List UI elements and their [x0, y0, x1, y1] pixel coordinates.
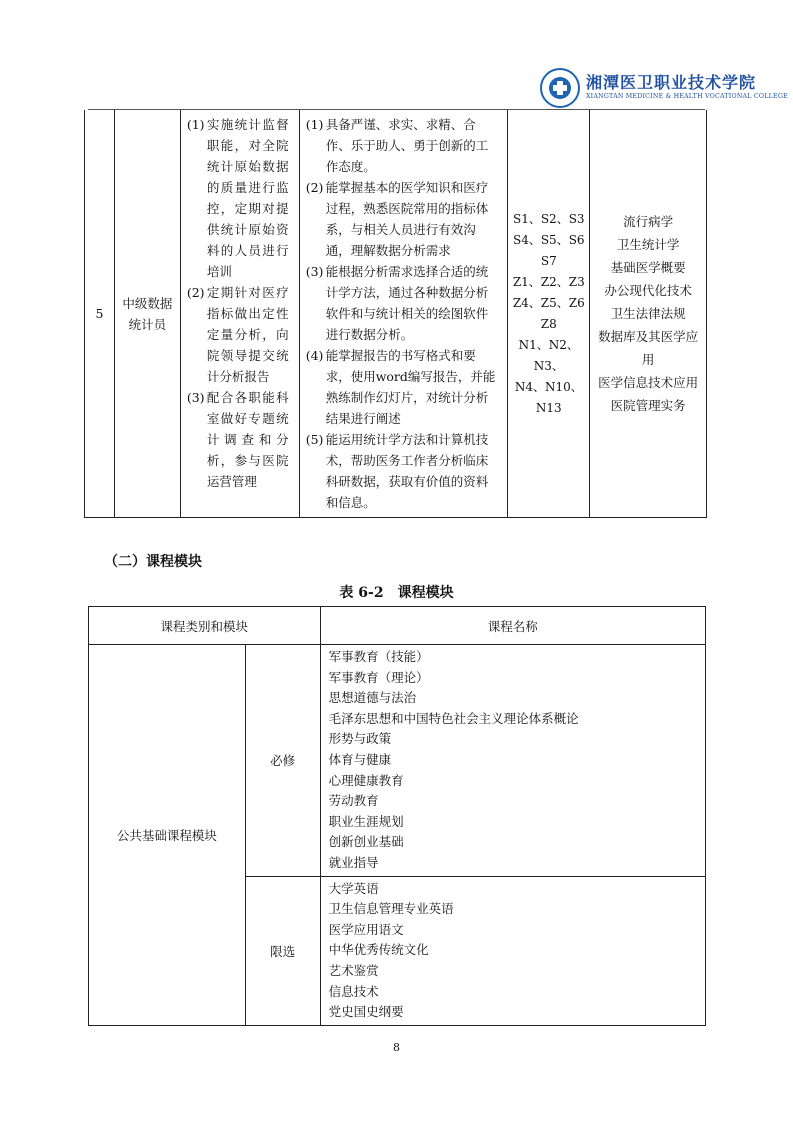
job-duties-cell — [180, 110, 299, 518]
list-item: (5) 能运用统计学方法和计算机技术，帮助医务工作者分析临床科研数据，获取有价值的资料和信息。 — [305, 432, 489, 510]
list-item: 党史国史纲要 — [328, 1004, 404, 1020]
college-name: 湘潭医卫职业技术学院 — [586, 73, 757, 92]
list-item: 毛泽东思想和中国特色社会主义理论体系概论 — [328, 710, 579, 726]
ability-code: S4、S5、S6 — [512, 232, 585, 247]
ability-code: N4、N10、N13 — [514, 379, 583, 415]
list-item: (2) 能掌握基本的医学知识和医疗过程，熟悉医院常用的指标体系，与相关人员进行有效沟通，理解数据分析需求 — [305, 180, 489, 258]
row-number: 5 — [85, 110, 115, 518]
elective-label: 限选 — [245, 876, 320, 1025]
list-item: (3) 配合各职能科室做好专题统计调查和分析，参与医院运营管理 — [186, 390, 289, 489]
table-row — [89, 645, 706, 877]
table-row — [85, 110, 707, 518]
column-header-category: 课程类别和模块 — [89, 607, 321, 645]
list-item: (1) 具备严谨、求实、求精、合作、乐于助人、勇于创新的工作态度。 — [305, 117, 489, 174]
page-number: 8 — [393, 1041, 400, 1054]
job-post: 中级数据统计员 — [114, 110, 180, 518]
section-heading: （二）课程模块 — [104, 554, 202, 570]
list-item: 形势与政策 — [328, 731, 392, 747]
list-item: 军事教育（技能） — [328, 649, 429, 664]
ability-code: N1、N2、N3、 — [518, 337, 579, 373]
ability-code: Z8 — [540, 316, 557, 331]
list-item: 医学应用语文 — [328, 921, 404, 937]
list-item: (1) 实施统计监督职能，对全院统计原始数据的质量进行监控，定期对提供统计原始资料的人员进行培训 — [186, 117, 289, 279]
list-item: 艺术鉴赏 — [328, 962, 379, 978]
list-item: 职业生涯规划 — [328, 813, 404, 829]
course-module-table — [88, 606, 706, 1026]
list-item: 军事教育（理论） — [328, 669, 429, 685]
course-name: 医院管理实务 — [610, 398, 686, 413]
course-name: 基础医学概要 — [610, 260, 686, 275]
list-item: 创新创业基础 — [328, 834, 404, 850]
list-item: 信息技术 — [328, 983, 379, 999]
column-header-name: 课程名称 — [320, 607, 705, 645]
job-ability-table — [84, 110, 707, 518]
list-item: 就业指导 — [328, 854, 379, 870]
list-item: 大学英语 — [328, 880, 379, 896]
list-item: (3) 能根据分析需求选择合适的统计学方法，通过各种数据分析软件和与统计相关的绘图软件进行数据分析。 — [305, 264, 489, 342]
ability-codes-cell — [508, 110, 590, 518]
course-name: 医学信息技术应用 — [598, 375, 699, 390]
table-header-row — [89, 607, 706, 645]
course-name: 用 — [641, 352, 655, 367]
college-emblem-icon — [540, 68, 580, 108]
course-name: 卫生统计学 — [616, 237, 680, 252]
elective-courses — [320, 876, 705, 1025]
abilities-cell — [299, 110, 508, 518]
list-item: (4) 能掌握报告的书写格式和要求，使用word编写报告，并能熟练制作幻灯片，对统计分析结果进行阐述 — [305, 348, 496, 426]
list-item: 中华优秀传统文化 — [328, 942, 429, 958]
required-courses — [320, 645, 705, 877]
course-name: 流行病学 — [623, 214, 674, 229]
list-item: 心理健康教育 — [328, 772, 404, 788]
college-logo — [530, 66, 788, 110]
list-item: 体育与健康 — [328, 751, 392, 767]
college-name-en: XIANGTAN MEDICINE & HEALTH VOCATIONAL COLLEGE — [586, 93, 788, 100]
ability-code: Z1、Z2、Z3 — [512, 274, 585, 289]
list-item: (2) 定期针对医疗指标做出定性定量分析，向院领导提交统计分析报告 — [186, 285, 289, 384]
list-item: 卫生信息管理专业英语 — [328, 901, 454, 917]
module-category: 公共基础课程模块 — [89, 645, 246, 1026]
ability-code: Z4、Z5、Z6 — [512, 295, 585, 310]
table-caption: 表 6-2 课程模块 — [339, 585, 454, 601]
course-name: 卫生法律法规 — [610, 306, 686, 321]
ability-code: S1、S2、S3 — [512, 211, 585, 226]
course-name: 办公现代化技术 — [604, 283, 692, 298]
courses-cell — [590, 110, 707, 518]
ability-code: S7 — [540, 253, 557, 268]
list-item: 劳动教育 — [328, 793, 379, 809]
required-label: 必修 — [245, 645, 320, 877]
list-item: 思想道德与法治 — [328, 690, 417, 706]
course-name: 数据库及其医学应 — [598, 329, 699, 344]
